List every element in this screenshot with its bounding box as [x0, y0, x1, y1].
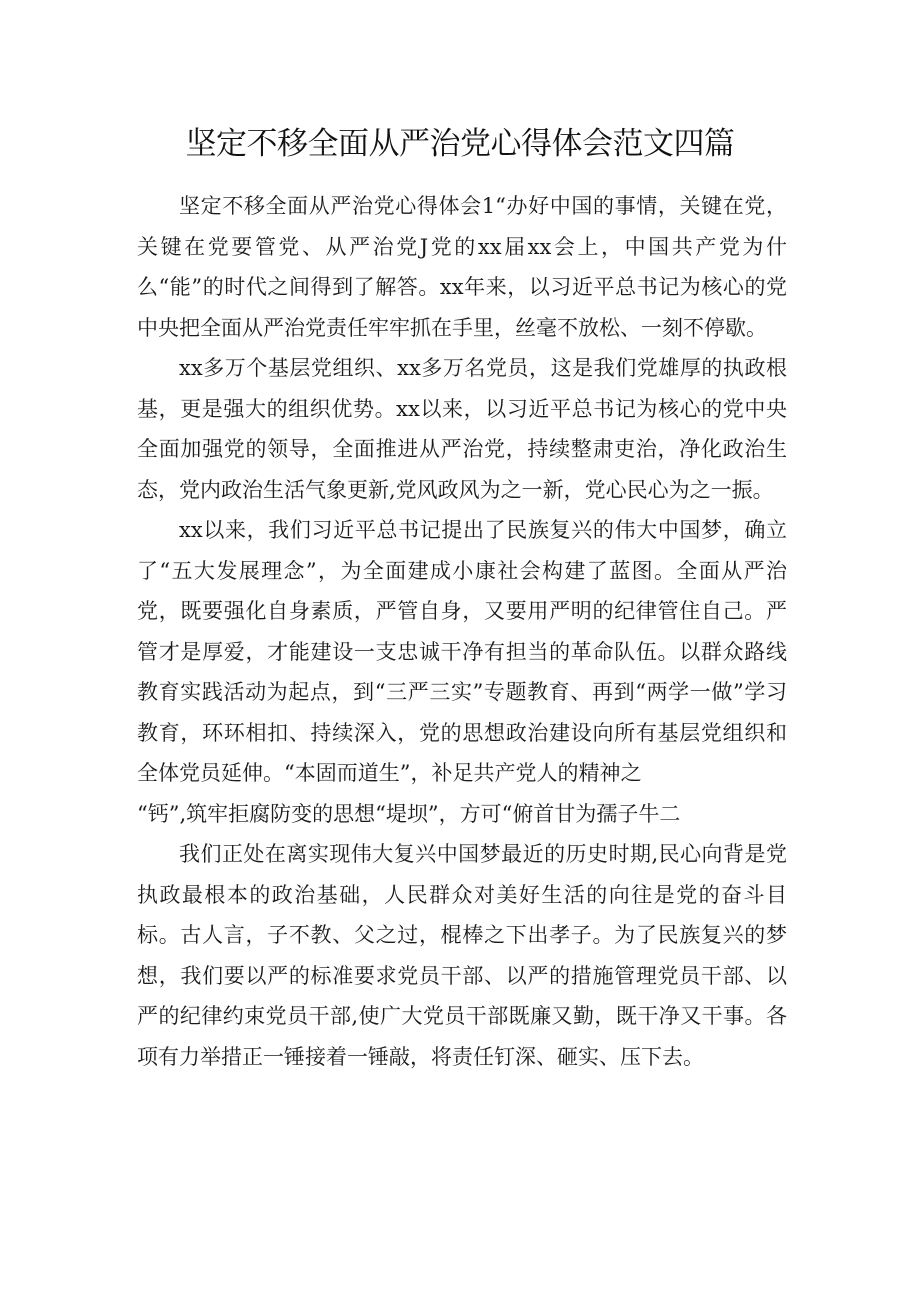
document-body: [137, 186, 787, 1077]
paragraph-4: 我们正处在离实现伟大复兴中国梦最近的历史时期,民心向背是党执政最根本的政治基础，人民群众对美好生活的向往是党的奋斗目标。古人言，子不教、父之过，棍棒之下出孝子。为了民族复兴的梦想，我们要以严的标准要求党员干部、以严的措施管理党员干部、以严的纪律约束党员干部,使广大党员干部既廉又勤，既干净又干事。各项有力举措正一锤接着一锤敲，将责任钉深、砸实、压下去。: [137, 842, 787, 1069]
paragraph-3: xx以来，我们习近平总书记提出了民族复兴的伟大中国梦，确立了“五大发展理念”，为全面建成小康社会构建了蓝图。全面从严治党，既要强化自身素质，严管自身，又要用严明的纪律管住自己。严管才是厚爱，才能建设一支忠诚干净有担当的革命队伍。以群众路线教育实践活动为起点，到“三严三实”专题教育、再到“两学一做”学习教育，环环相扣、持续深入，党的思想政治建设向所有基层党组织和全体党员延伸。“本固而道生”，补足共产党人的精神之: [137, 518, 787, 785]
paragraph-1: 坚定不移全面从严治党心得体会1“办好中国的事情，关键在党，关键在党要管党、从严治党J党的xx届xx会上，中国共产党为什么“能”的时代之间得到了解答。xx年来，以习近平总书记为核心的党中央把全面从严治党责任牢牢抓在手里，丝毫不放松、一刻不停歇。: [137, 194, 787, 340]
paragraph-3-continuation: “钙”,筑牢拒腐防变的思想“堤坝”，方可“俯首甘为孺子牛二: [137, 801, 681, 826]
document-title: 坚定不移全面从严治党心得体会范文四篇: [185, 126, 735, 162]
paragraph-2: xx多万个基层党组织、xx多万名党员，这是我们党雄厚的执政根基，更是强大的组织优势。xx以来，以习近平总书记为核心的党中央全面加强党的领导，全面推进从严治党，持续整肃吏治，净化政治生态，党内政治生活气象更新,党风政风为之一新，党心民心为之一振。: [137, 356, 787, 502]
